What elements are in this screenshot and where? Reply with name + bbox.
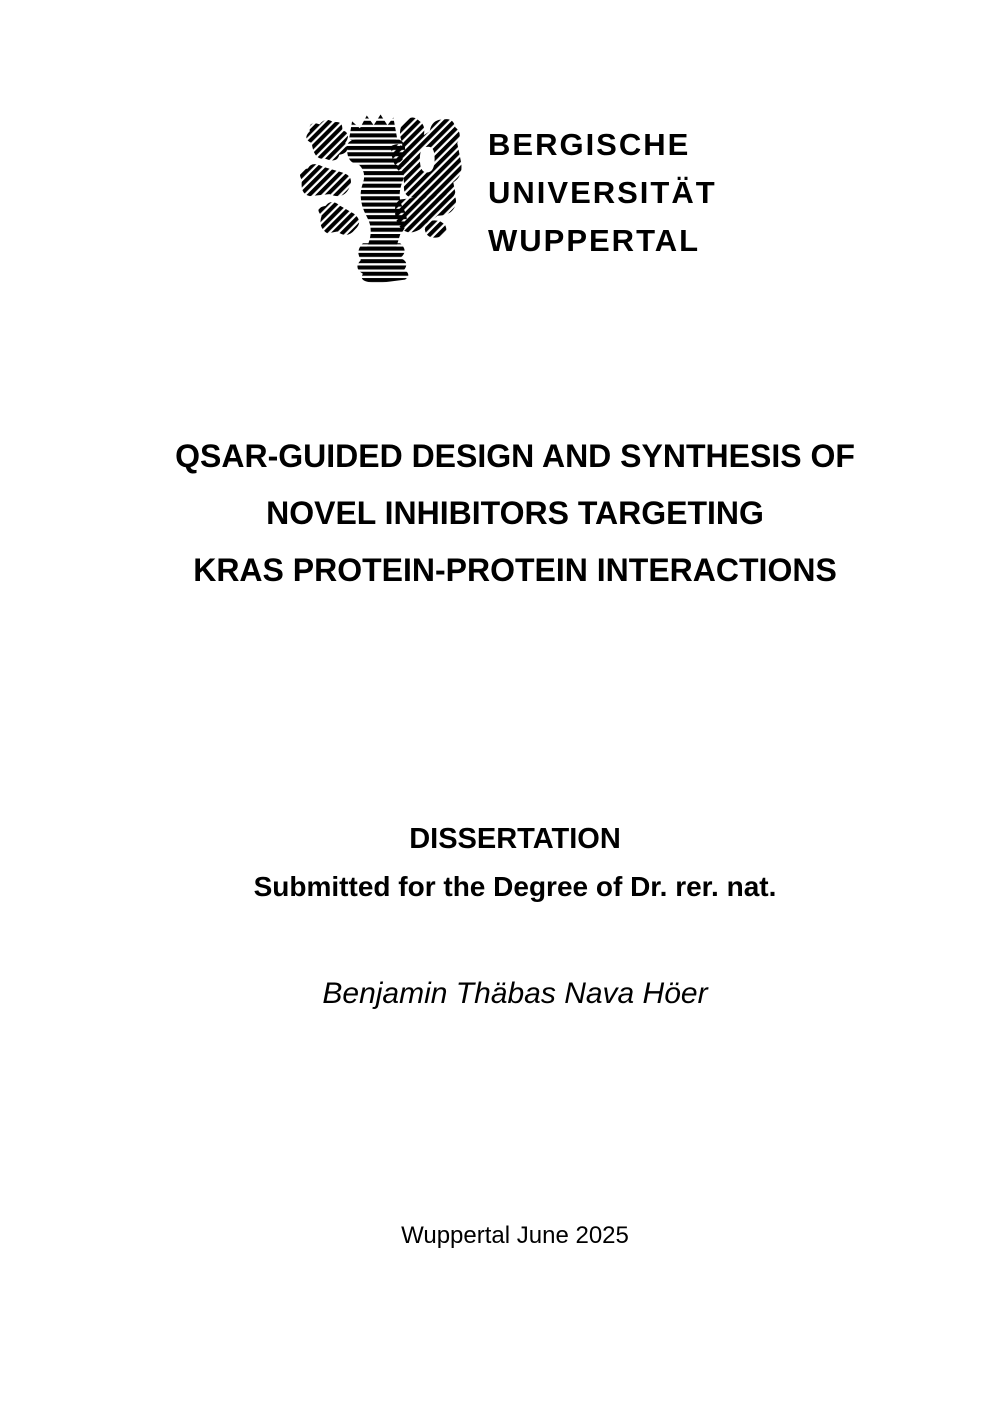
- wordmark-line-wuppertal: WUPPERTAL: [488, 223, 701, 258]
- place-date: Wuppertal June 2025: [401, 1222, 629, 1249]
- thesis-title: [0, 428, 1000, 599]
- university-wordmark: [488, 121, 717, 265]
- degree-subheading: Submitted for the Degree of Dr. rer. nat.: [253, 871, 777, 902]
- wordmark-line-universitaet: UNIVERSITÄT: [488, 175, 717, 210]
- author-name: Benjamin Thäbas Nava Höer: [322, 977, 708, 1010]
- thesis-title-line-1: QSAR-GUIDED DESIGN AND SYNTHESIS OF: [175, 438, 855, 474]
- wordmark-line-bergische: BERGISCHE: [488, 127, 691, 162]
- thesis-title-line-3: KRAS PROTEIN-PROTEIN INTERACTIONS: [193, 552, 837, 588]
- dissertation-statement: [0, 815, 1000, 911]
- dissertation-heading: DISSERTATION: [409, 823, 621, 855]
- thesis-title-line-2: NOVEL INHIBITORS TARGETING: [266, 495, 764, 531]
- university-lion-emblem-icon: [298, 113, 470, 288]
